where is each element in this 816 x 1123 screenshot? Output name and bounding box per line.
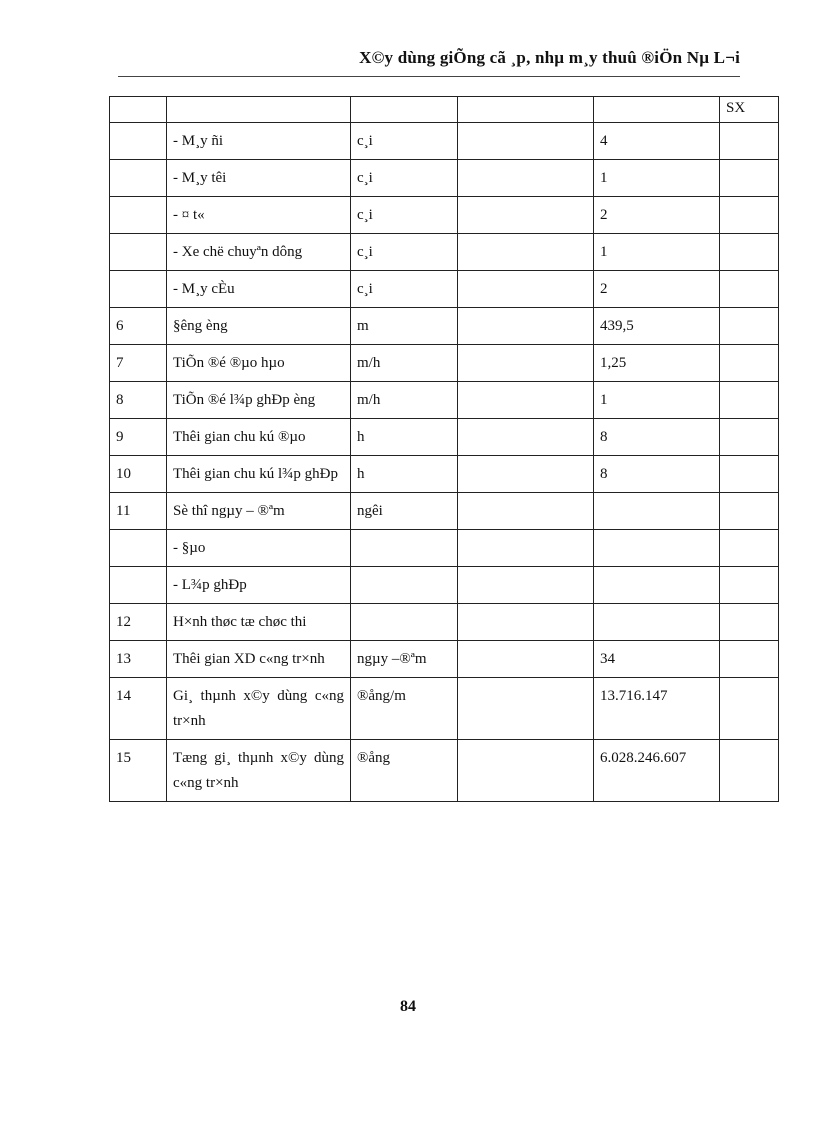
table-cell: m/h — [351, 382, 458, 419]
table-cell — [458, 678, 594, 740]
table-cell — [594, 567, 720, 604]
table-cell: 1 — [594, 234, 720, 271]
table-row — [110, 530, 779, 567]
table-cell: 2 — [594, 197, 720, 234]
table-cell: 9 — [110, 419, 167, 456]
table-cell: m/h — [351, 345, 458, 382]
table-cell: 15 — [110, 740, 167, 802]
table-row — [110, 740, 779, 802]
table-cell: 8 — [110, 382, 167, 419]
table-row — [110, 604, 779, 641]
table-cell — [351, 530, 458, 567]
table-row — [110, 678, 779, 740]
table-cell — [458, 456, 594, 493]
table-cell: 12 — [110, 604, 167, 641]
table-row — [110, 419, 779, 456]
table-row — [110, 271, 779, 308]
table-cell — [110, 123, 167, 160]
table-cell — [720, 382, 779, 419]
table-cell: SX — [720, 97, 779, 123]
table-cell: 11 — [110, 493, 167, 530]
table-cell — [351, 567, 458, 604]
table-cell: Sè thî ngµy – ®ªm — [167, 493, 351, 530]
table-row — [110, 197, 779, 234]
table-cell: ngµy –®ªm — [351, 641, 458, 678]
table-cell: 13 — [110, 641, 167, 678]
table-cell: ®ång/m — [351, 678, 458, 740]
header-divider — [118, 76, 740, 77]
table-cell: 1 — [594, 382, 720, 419]
table-cell: 1 — [594, 160, 720, 197]
table-cell — [351, 97, 458, 123]
table-cell — [458, 419, 594, 456]
table-cell — [720, 530, 779, 567]
table-cell: c¸i — [351, 234, 458, 271]
table-cell: - M¸y cÈu — [167, 271, 351, 308]
table-row — [110, 345, 779, 382]
table-cell — [720, 493, 779, 530]
table-cell: - M¸y ñi — [167, 123, 351, 160]
table-cell: 439,5 — [594, 308, 720, 345]
page-number: 84 — [400, 998, 416, 1015]
table-cell — [594, 530, 720, 567]
table-cell — [720, 456, 779, 493]
table-cell — [720, 567, 779, 604]
table-cell — [110, 234, 167, 271]
table-row — [110, 308, 779, 345]
table-row — [110, 234, 779, 271]
table-cell: 7 — [110, 345, 167, 382]
table-cell — [458, 160, 594, 197]
table-cell — [458, 530, 594, 567]
table-cell: ®ång — [351, 740, 458, 802]
table-cell: - Xe chë chuyªn dông — [167, 234, 351, 271]
table-row — [110, 123, 779, 160]
table-cell: Thêi gian XD c«ng tr×nh — [167, 641, 351, 678]
table-cell: - ¤ t« — [167, 197, 351, 234]
table-cell: - L¾p ghÐp — [167, 567, 351, 604]
table-cell — [458, 271, 594, 308]
table-row — [110, 97, 779, 123]
table-cell: m — [351, 308, 458, 345]
table-cell — [458, 308, 594, 345]
table-cell — [720, 419, 779, 456]
table-cell — [594, 604, 720, 641]
table-cell: 13.716.147 — [594, 678, 720, 740]
table-cell: 10 — [110, 456, 167, 493]
table-cell — [458, 197, 594, 234]
table-cell — [458, 123, 594, 160]
table-cell — [458, 641, 594, 678]
specification-table — [109, 96, 779, 802]
table-cell — [720, 678, 779, 740]
table-cell — [110, 97, 167, 123]
table-cell — [720, 308, 779, 345]
table-row — [110, 382, 779, 419]
table-cell: 14 — [110, 678, 167, 740]
table-row — [110, 567, 779, 604]
table-cell — [458, 604, 594, 641]
table-cell: H×nh thøc tæ chøc thi — [167, 604, 351, 641]
table-cell — [458, 382, 594, 419]
table-cell: Thêi gian chu kú ®µo — [167, 419, 351, 456]
table-cell: 6.028.246.607 — [594, 740, 720, 802]
table-cell — [458, 740, 594, 802]
table-cell — [720, 160, 779, 197]
table-cell — [351, 604, 458, 641]
table-row — [110, 493, 779, 530]
table-cell — [110, 197, 167, 234]
table-cell — [458, 97, 594, 123]
table-cell: Tæng gi¸ thµnh x©y dùng c«ng tr×nh — [167, 740, 351, 802]
table-cell — [720, 345, 779, 382]
table-cell: 8 — [594, 419, 720, 456]
running-header: X©y dùng giÕng cã ¸p, nhµ m¸y thuû ®iÖn Nµ L¬i — [359, 48, 740, 67]
table-cell — [594, 97, 720, 123]
table-cell: ngêi — [351, 493, 458, 530]
table-cell: §êng èng — [167, 308, 351, 345]
table-cell — [110, 567, 167, 604]
table-cell: 34 — [594, 641, 720, 678]
table-row — [110, 456, 779, 493]
table-cell — [720, 234, 779, 271]
table-cell — [458, 345, 594, 382]
table-cell — [720, 271, 779, 308]
table-cell: TiÕn ®é ®µo hµo — [167, 345, 351, 382]
table-cell: c¸i — [351, 197, 458, 234]
table-cell — [594, 493, 720, 530]
table-cell: h — [351, 456, 458, 493]
table-cell: h — [351, 419, 458, 456]
table-cell — [458, 567, 594, 604]
table-cell: 1,25 — [594, 345, 720, 382]
table-cell — [167, 97, 351, 123]
table-cell: 4 — [594, 123, 720, 160]
table-cell: - M¸y têi — [167, 160, 351, 197]
table-row — [110, 160, 779, 197]
table-cell — [720, 641, 779, 678]
table-cell: - §µo — [167, 530, 351, 567]
table-cell — [458, 493, 594, 530]
table-row — [110, 641, 779, 678]
table-cell: TiÕn ®é l¾p ghÐp èng — [167, 382, 351, 419]
table-cell: 6 — [110, 308, 167, 345]
table-cell: Thêi gian chu kú l¾p ghÐp — [167, 456, 351, 493]
table-cell — [720, 197, 779, 234]
table-cell — [110, 271, 167, 308]
table-cell — [110, 160, 167, 197]
table-cell: 8 — [594, 456, 720, 493]
table-cell — [458, 234, 594, 271]
table-cell: c¸i — [351, 123, 458, 160]
table-cell: c¸i — [351, 271, 458, 308]
table-cell — [720, 740, 779, 802]
table-cell — [720, 604, 779, 641]
table-cell: Gi¸ thµnh x©y dùng c«ng tr×nh — [167, 678, 351, 740]
table-cell: 2 — [594, 271, 720, 308]
table-cell — [720, 123, 779, 160]
table-cell: c¸i — [351, 160, 458, 197]
table-cell — [110, 530, 167, 567]
